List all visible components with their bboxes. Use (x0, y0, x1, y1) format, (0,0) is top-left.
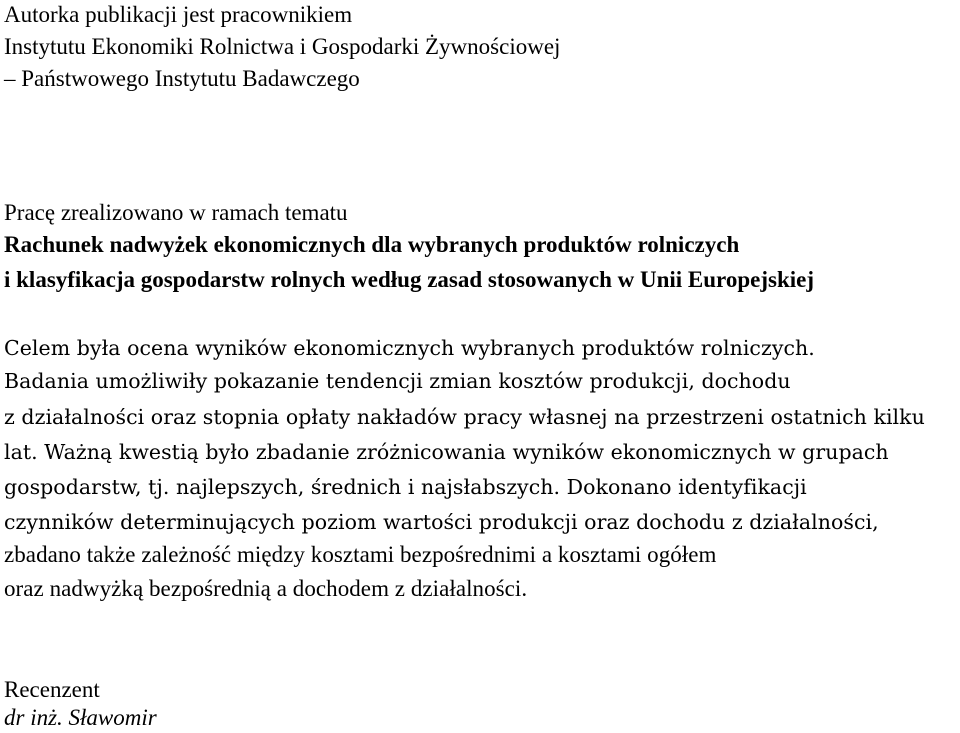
abstract-line-5: gospodarstw, tj. najlepszych, średnich i najsłabszych. Dokonano identyfikacji (4, 475, 807, 499)
abstract-line-8: oraz nadwyżką bezpośrednią a dochodem z działalności. (4, 576, 528, 601)
project-intro: Pracę zrealizowano w ramach tematu (4, 200, 348, 225)
abstract-line-2: Badania umożliwiły pokazanie tendencji zmian kosztów produkcji, dochodu (4, 369, 791, 393)
reviewer-name: dr inż. Sławomir (4, 705, 157, 730)
affiliation-line-1: Autorka publikacji jest pracownikiem (4, 2, 353, 27)
affiliation-line-2: Instytutu Ekonomiki Rolnictwa i Gospodarki Żywnościowej (4, 34, 561, 59)
project-title-line-1: Rachunek nadwyżek ekonomicznych dla wybranych produktów rolniczych (4, 232, 740, 257)
abstract-line-1: Celem była ocena wyników ekonomicznych wybranych produktów rolniczych. (4, 336, 815, 360)
abstract-line-3: z działalności oraz stopnia opłaty nakładów pracy własnej na przestrzeni ostatnich kilku (4, 405, 925, 429)
affiliation-line-3: – Państwowego Instytutu Badawczego (4, 66, 360, 91)
abstract-line-4: lat. Ważną kwestią było zbadanie zróżnicowania wyników ekonomicznych w grupach (4, 440, 889, 464)
abstract-line-6: czynników determinujących poziom wartości produkcji oraz dochodu z działalności, (4, 510, 879, 534)
reviewer-label: Recenzent (4, 677, 100, 702)
project-title-line-2: i klasyfikacja gospodarstw rolnych według zasad stosowanych w Unii Europejskiej (4, 267, 814, 292)
abstract-line-7: zbadano także zależność między kosztami bezpośrednimi a kosztami ogółem (4, 542, 717, 567)
